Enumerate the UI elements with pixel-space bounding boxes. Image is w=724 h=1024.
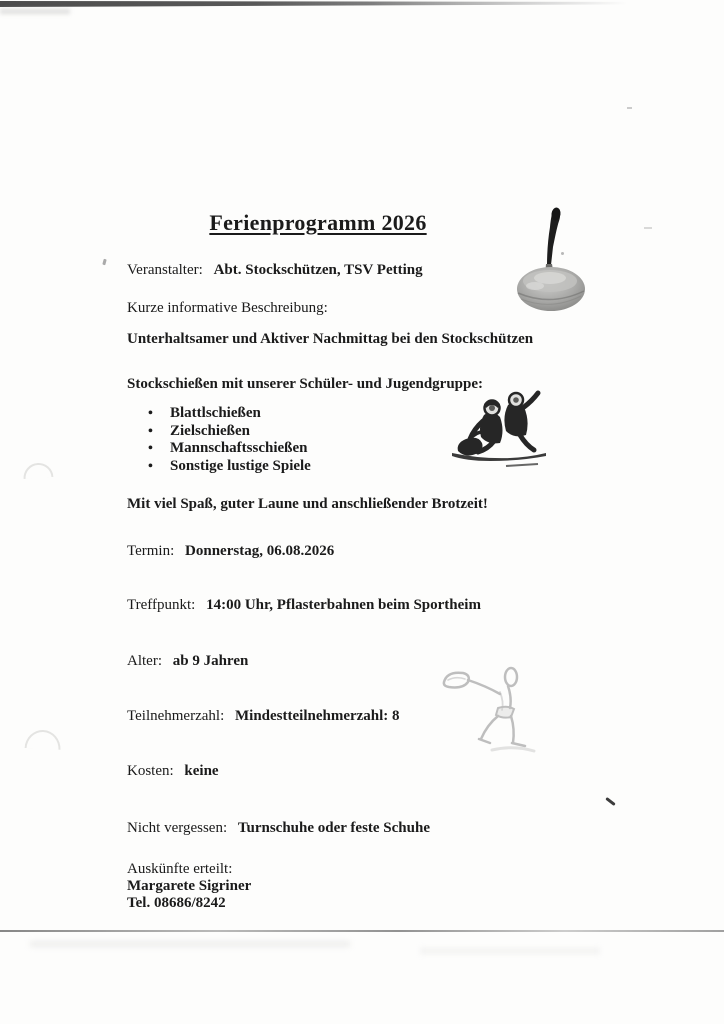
field-teilnehmerzahl: [127, 708, 400, 725]
field-termin: [127, 543, 334, 560]
beschreibung-label: Kurze informative Beschreibung:: [127, 300, 328, 316]
field-veranstalter: [127, 262, 423, 279]
page-title: Ferienprogramm 2026: [209, 210, 427, 235]
scan-smudge: [30, 941, 350, 947]
alter-value: ab 9 Jahren: [172, 653, 249, 669]
paper-speck: [644, 227, 652, 229]
scan-edge-artifact-bottom: [0, 930, 724, 932]
field-alter: [127, 653, 248, 670]
field-kosten: [127, 763, 219, 780]
paper-speck: [627, 107, 632, 109]
teilnehmerzahl-value: Mindestteilnehmerzahl: 8: [235, 708, 400, 724]
field-hinweis: [127, 820, 430, 837]
kosten-value: keine: [184, 763, 219, 779]
beschreibung-text: Unterhaltsamer und Aktiver Nachmittag bei den Stockschützen: [127, 331, 534, 347]
motto-text: Mit viel Spaß, guter Laune und anschließender Brotzeit!: [127, 496, 488, 512]
alter-label: Alter:: [127, 653, 162, 669]
programm-list: [148, 405, 311, 475]
programm-item: • Blattlschießen: [148, 405, 311, 423]
teilnehmerzahl-label: Teilnehmerzahl:: [127, 708, 225, 724]
stockschuetze-sketch: [434, 650, 546, 760]
programm-heading: Stockschießen mit unserer Schüler- und Jugendgruppe:: [127, 376, 484, 392]
scan-edge-artifact-top: [0, 1, 640, 7]
veranstalter-value: Abt. Stockschützen, TSV Petting: [213, 262, 423, 278]
scan-smudge: [420, 948, 600, 954]
ink-mark: [605, 797, 616, 806]
termin-value: Donnerstag, 06.08.2026: [185, 543, 335, 559]
kosten-label: Kosten:: [127, 763, 174, 779]
programm-item: • Zielschießen: [148, 423, 311, 441]
scan-smudge: [0, 9, 70, 14]
kontakt-heading: Auskünfte erteilt:: [127, 861, 233, 877]
eisstock-photo: [495, 201, 595, 316]
kontakt-telefon: Tel. 08686/8242: [127, 895, 226, 911]
paper-speck: [102, 259, 106, 266]
hinweis-label: Nicht vergessen:: [127, 820, 228, 836]
treffpunkt-label: Treffpunkt:: [127, 597, 196, 613]
veranstalter-label: Veranstalter:: [127, 262, 203, 278]
hinweis-value: Turnschuhe oder feste Schuhe: [237, 820, 430, 836]
stockschuetzen-cartoon: [450, 389, 550, 473]
kontakt-name: Margarete Sigriner: [127, 878, 252, 894]
programm-item: • Mannschaftsschießen: [148, 440, 311, 458]
programm-item: • Sonstige lustige Spiele: [148, 458, 311, 476]
termin-label: Termin:: [127, 543, 175, 559]
field-treffpunkt: [127, 597, 481, 614]
treffpunkt-value: 14:00 Uhr, Pflasterbahnen beim Sportheim: [206, 597, 481, 613]
paper-curl-mark: [25, 729, 62, 750]
paper-curl-mark: [23, 462, 54, 479]
